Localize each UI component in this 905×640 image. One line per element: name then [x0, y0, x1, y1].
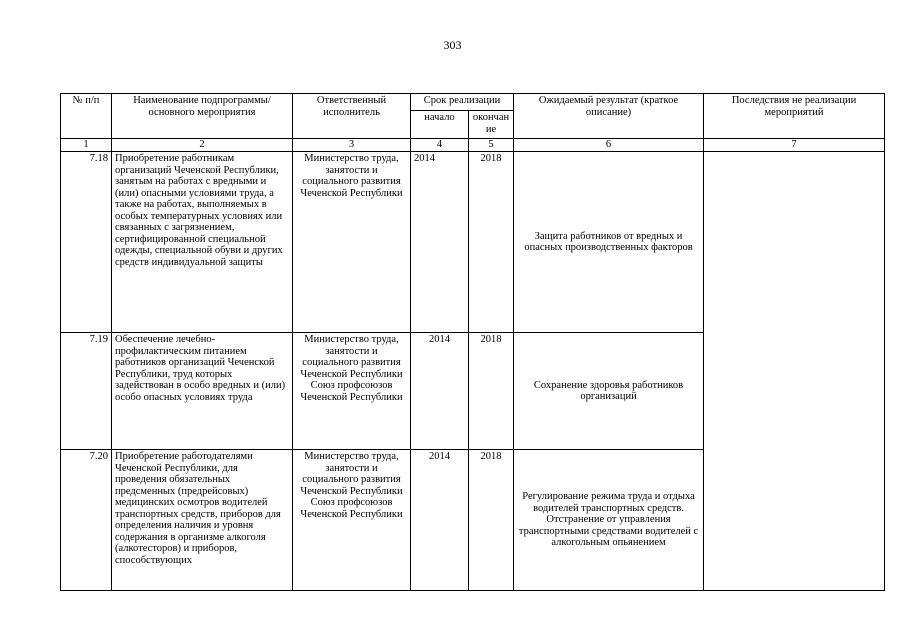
header-num: № п/п: [61, 94, 112, 139]
column-number-1: 1: [61, 139, 112, 152]
header-result: Ожидаемый результат (краткое описание): [514, 94, 704, 139]
row-executor: Министерство труда, занятости и социального развития Чеченской Республики Союз профсоюзов Чеченской Республики: [293, 450, 411, 591]
row-result: Сохранение здоровья работников организаций: [514, 333, 704, 450]
row-num: 7.20: [61, 450, 112, 591]
row-end: 2018: [469, 152, 514, 333]
measures-table: [60, 93, 885, 591]
row-result: Регулирование режима труда и отдыха водителей транспортных средств. Отстранение от управления транспортными средствами водителей с алкогольным опьянением: [514, 450, 704, 591]
header-name: Наименование подпрограммы/ основного мероприятия: [112, 94, 293, 139]
row-start: 2014: [411, 450, 469, 591]
header-period: Срок реализации: [411, 94, 514, 111]
page-number: 303: [443, 38, 462, 52]
column-number-5: 5: [469, 139, 514, 152]
row-end: 2018: [469, 450, 514, 591]
column-number-2: 2: [112, 139, 293, 152]
column-number-4: 4: [411, 139, 469, 152]
row-name: Приобретение работникам организаций Чеченской Республики, занятым на работах с вредными и (или) опасными условиями труда, а также на работах, выполняемых в особых температурных условиях или связанных с загрязнением, сертифицированной специальной одежды, специальной обуви и других средств индивидуальной защиты: [112, 152, 293, 333]
column-number-7: 7: [704, 139, 885, 152]
column-number-6: 6: [514, 139, 704, 152]
table-row: [61, 152, 885, 333]
row-name: Приобретение работодателями Чеченской Республики, для проведения обязательных предсменных (предрейсовых) медицинских осмотров водителей транспортных средств, приборов для определения наличия и уровня содержания в организме алкоголя (алкотесторов) и приборов, способствующих: [112, 450, 293, 591]
consequences-cell: [704, 152, 885, 591]
row-executor: Министерство труда, занятости и социального развития Чеченской Республики Союз профсоюзов Чеченской Республики: [293, 333, 411, 450]
row-end: 2018: [469, 333, 514, 450]
row-num: 7.19: [61, 333, 112, 450]
row-name: Обеспечение лечебно-профилактическим питанием работников организаций Чеченской Республики, труд которых задействован в особо вредных и (или) особо опасных условиях труда: [112, 333, 293, 450]
row-start: 2014: [411, 152, 469, 333]
row-start: 2014: [411, 333, 469, 450]
header-consequences: Последствия не реализации мероприятий: [704, 94, 885, 139]
header-start: начало: [411, 111, 469, 139]
header-executor: Ответственный исполнитель: [293, 94, 411, 139]
column-number-3: 3: [293, 139, 411, 152]
row-num: 7.18: [61, 152, 112, 333]
row-executor: Министерство труда, занятости и социального развития Чеченской Республики: [293, 152, 411, 333]
header-end: окончан ие: [469, 111, 514, 139]
row-result: Защита работников от вредных и опасных производственных факторов: [514, 152, 704, 333]
